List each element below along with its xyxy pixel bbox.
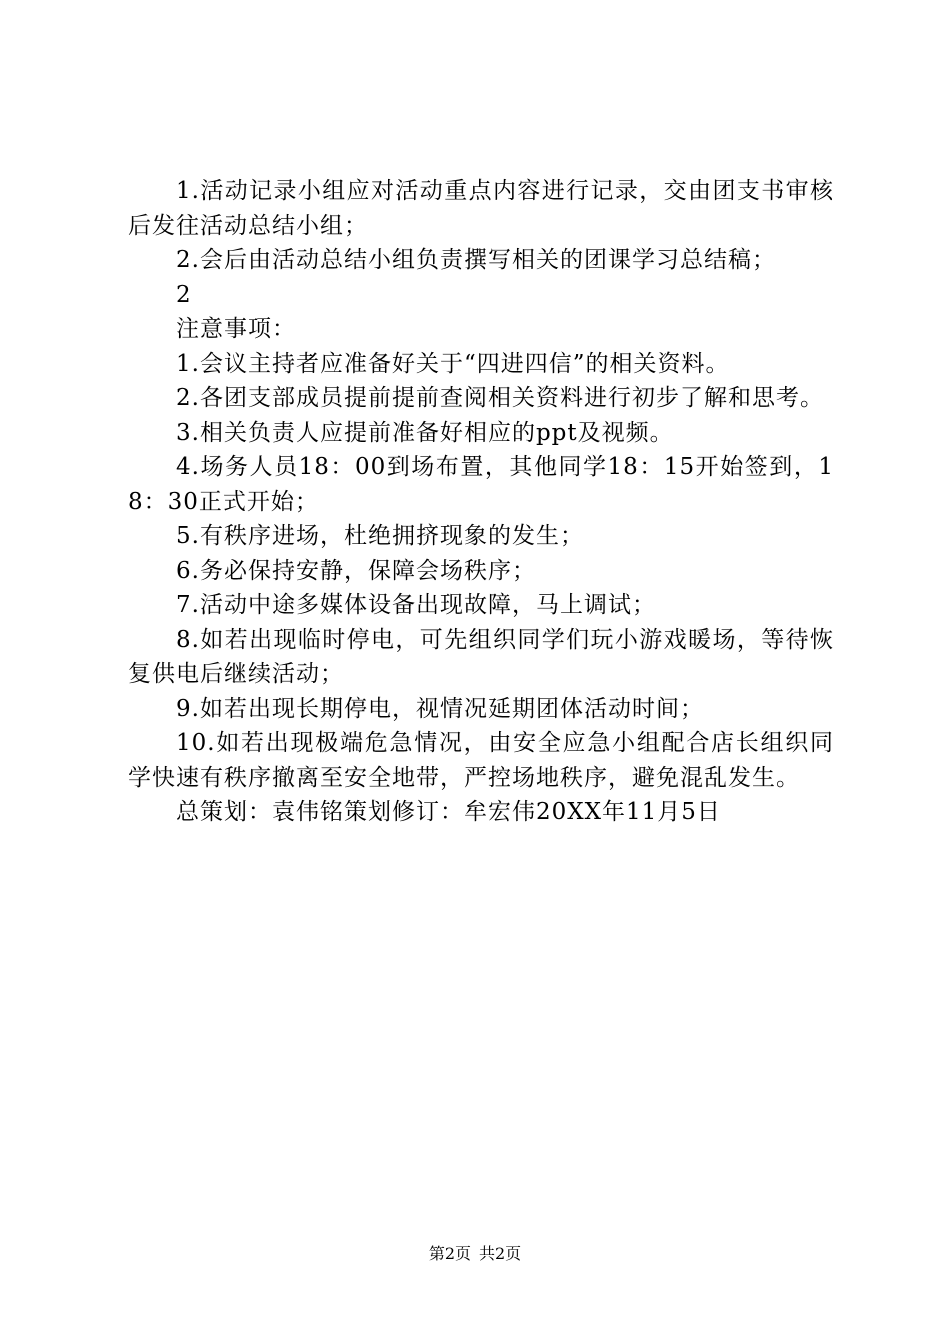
page-number-total: 共2页 <box>479 1244 522 1263</box>
note-item-4: 4.场务人员18：00到场布置，其他同学18：15开始签到，18：30正式开始； <box>128 454 834 515</box>
paragraph-section-number: 2 <box>176 281 192 308</box>
document-body <box>128 174 834 830</box>
signature-line: 总策划：袁伟铭策划修订：牟宏伟20XX年11月5日 <box>176 799 721 825</box>
note-item-1: 1.会议主持者应准备好关于“四进四信”的相关资料。 <box>176 350 730 377</box>
note-item-10: 10.如若出现极端危急情况，由安全应急小组配合店长组织同学快速有秩序撤离至安全地带，严控场地秩序，避免混乱发生。 <box>128 730 834 791</box>
paragraph-record-group: 1.活动记录小组应对活动重点内容进行记录，交由团支书审核后发往活动总结小组； <box>128 178 834 239</box>
note-item-8: 8.如若出现临时停电，可先组织同学们玩小游戏暖场，等待恢复供电后继续活动； <box>128 626 834 687</box>
note-item-2: 2.各团支部成员提前提前查阅相关资料进行初步了解和思考。 <box>176 385 824 411</box>
note-item-7: 7.活动中途多媒体设备出现故障，马上调试； <box>176 592 656 618</box>
notes-heading: 注意事项： <box>176 316 296 342</box>
note-item-6: 6.务必保持安静，保障会场秩序； <box>176 557 536 584</box>
note-item-5: 5.有秩序进场，杜绝拥挤现象的发生； <box>176 523 584 549</box>
note-item-3: 3.相关负责人应提前准备好相应的ppt及视频。 <box>176 419 674 446</box>
page-number-current: 第2页 <box>428 1244 471 1263</box>
paragraph-summary-group: 2.会后由活动总结小组负责撰写相关的团课学习总结稿； <box>176 247 776 273</box>
note-item-9: 9.如若出现长期停电，视情况延期团体活动时间； <box>176 695 704 722</box>
page-footer <box>0 1243 950 1265</box>
